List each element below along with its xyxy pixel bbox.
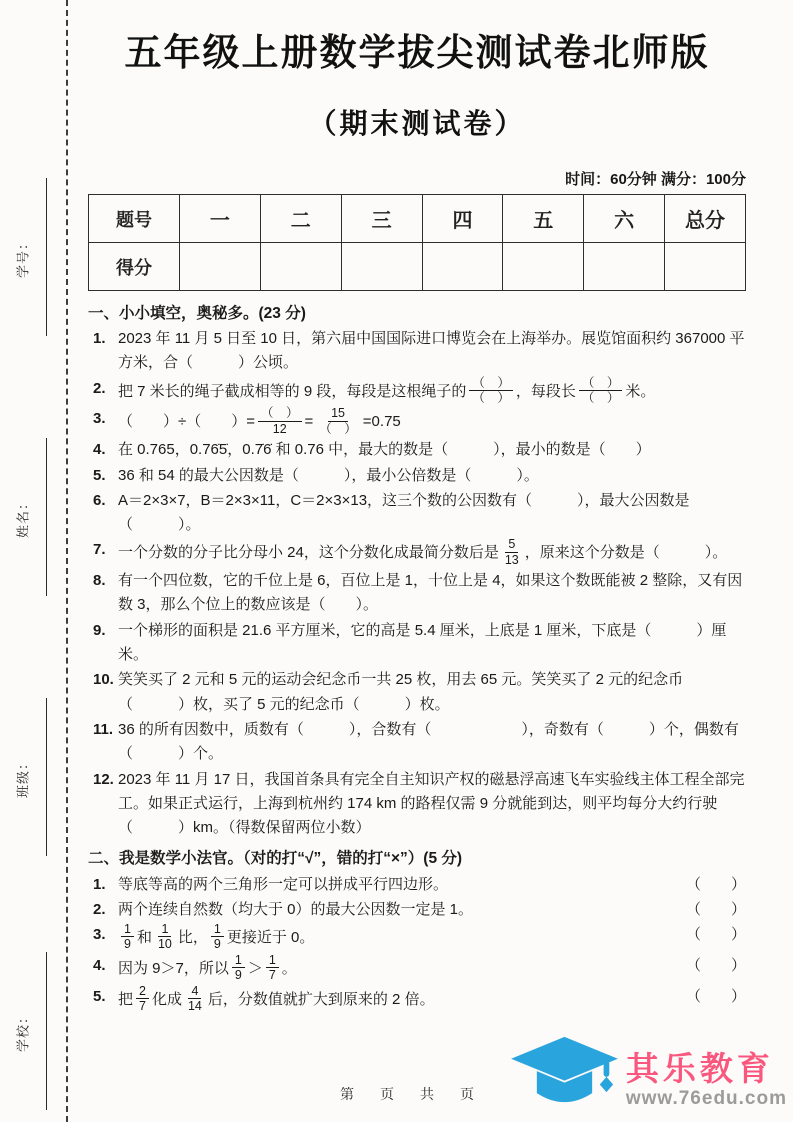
score-header-cell: 总分 [665,195,746,243]
question-text: 有一个四位数，它的千位上是 6，百位上是 1，十位上是 4，如果这个数既能被 2 整除，又有因数 3，那么个位上的数应该是（ ）。 [118,572,743,614]
question-sections [88,301,746,1014]
question-number: 11. [93,720,114,738]
question-number: 12. [93,770,114,788]
publisher-logo [507,1033,787,1120]
question-number: 4. [93,956,106,974]
question-text: $\frac{1}{9}$ 和 $\frac{1}{10}$ 比， $\frac{1}{9}$ 更接近于 0。 [118,923,678,953]
question-item [88,768,746,841]
student-name-field [15,438,47,596]
question-item [88,464,746,488]
score-blank-cell [422,243,503,291]
score-header-cell: 一 [180,195,261,243]
question-text: 一个分数的分子比分母小 24，这个分数化成最简分数后是 $\frac{5}{13}$ ，原来这个分数是（ ）。 [118,537,728,567]
question-number: 6. [93,491,106,509]
score-blank-cell [180,243,261,291]
question-text: 等底等高的两个三角形一定可以拼成平行四边形。 [118,875,449,893]
question-item [88,898,746,922]
question-item [88,327,746,376]
question-item [88,718,746,767]
question-item [88,377,746,407]
score-table-body [89,195,746,291]
fraction: $\frac{5}{13}$ [504,537,519,567]
fraction: $\frac{( )}{( )}$ [469,376,513,406]
question-item [88,619,746,668]
question-text: 两个连续自然数（均大于 0）的最大公因数一定是 1。 [118,900,474,918]
question-number: 1. [93,330,106,348]
question-text: 笑笑买了 2 元和 5 元的运动会纪念币一共 25 枚，用去 65 元。笑笑买了 2 元的纪念币（ ）枚，买了 5 元的纪念币（ ）枚。 [118,671,684,713]
page-subtitle: （期末测试卷） [308,108,526,139]
question-text: 因为 9＞7，所以 $\frac{1}{9}$ ＞ $\frac{1}{7}$ 。 [118,952,297,983]
question-item [88,923,746,953]
fraction: $\frac{1}{10}$ [157,922,172,952]
class-label: 班级： [15,755,31,799]
fraction: $\frac{( )}{12}$ [258,406,302,436]
score-header-cell: 四 [422,195,503,243]
page-number-footer: 第 页 共 页 [340,1086,480,1102]
score-blank-cell [260,243,341,291]
question-text: （ ）÷（ ）= $\frac{( )}{12}$ = $\frac{15}{( )}$ =0.75 [118,406,401,436]
question-text: 2023 年 11 月 5 日至 10 日，第六届中国国际进口博览会在上海举办。展览馆面积约 367000 平方米，合（ ）公顷。 [118,330,745,372]
exam-meta: 时间：60分钟 满分：100分 [565,171,746,188]
question-item [88,407,746,437]
question-text: A＝2×3×7，B＝2×3×11，C＝2×3×13，这三个数的公因数有（ ），最大公因数是（ ）。 [118,491,690,534]
page-title: 五年级上册数学拔尖测试卷北师版 [124,32,710,73]
question-number: 2. [93,900,106,918]
student-number-field [15,178,47,336]
score-table [88,194,746,291]
score-header-cell: 三 [341,195,422,243]
section1-heading: 一、小小填空，奥秘多。(23 分) [88,305,306,322]
true-false-answer-blank: （ ） [685,987,746,1005]
logo-brand-name: 其乐教育 [625,1050,774,1087]
binding-dashed-line [66,0,68,1122]
student-name-label: 姓名： [15,495,31,539]
question-text: 把 7 米长的绳子截成相等的 9 段，每段是这根绳子的 $\frac{( )}{( )}$ ，每段长 $\frac{( )}{( )}$ 米。 [118,375,656,406]
question-number: 3. [93,410,106,428]
true-false-answer-blank: （ ） [685,926,746,944]
fraction: $\frac{1}{9}$ [232,953,245,983]
section2-questions [88,873,746,1015]
class-field [15,698,47,856]
section2-heading: 二、我是数学小法官。（对的打“√”，错的打“×”）(5 分) [88,850,463,868]
score-row-label: 得分 [89,243,180,291]
question-number: 8. [93,572,106,590]
question-text: 36 和 54 的最大公因数是（ ），最小公倍数是（ ）。 [118,466,539,484]
score-table-header-label: 题号 [89,195,180,243]
score-blank-cell [584,243,665,291]
score-header-cell: 二 [260,195,341,243]
score-header-cell: 六 [584,195,665,243]
question-number: 5. [93,466,106,484]
fraction: $\frac{1}{7}$ [266,953,279,983]
question-item [88,489,746,538]
question-text: 在 0.765，0.76̇5̇，0.7̇6̇ 和 0.76 中，最大的数是（ ），最小的数是（ ） [118,441,651,459]
school-field [15,952,47,1110]
fraction: $\frac{15}{( )}$ [319,406,357,436]
question-number: 1. [93,875,106,893]
score-blank-cell [665,243,746,291]
logo-text-block [626,1043,787,1110]
question-item [88,538,746,568]
score-header-cell: 五 [503,195,584,243]
score-blank-cell [503,243,584,291]
fraction: $\frac{4}{14}$ [187,983,202,1013]
school-label: 学校： [15,1009,31,1053]
question-text: 一个梯形的面积是 21.6 平方厘米，它的高是 5.4 厘米，上底是 1 厘米，下底是（ ）厘米。 [118,621,727,664]
question-item [88,668,746,717]
true-false-answer-blank: （ ） [685,900,746,918]
question-number: 5. [93,987,106,1005]
true-false-answer-blank: （ ） [685,956,746,974]
question-number: 4. [93,441,106,459]
graduation-cap-icon [507,1033,622,1120]
fraction: $\frac{1}{9}$ [211,922,224,952]
question-item [88,438,746,462]
question-text: 36 的所有因数中，质数有（ ），合数有（ ），奇数有（ ）个，偶数有（ ）个。 [118,720,739,763]
fraction: $\frac{( )}{( )}$ [579,376,623,406]
logo-website-url: www.76edu.com [625,1088,787,1109]
question-number: 9. [93,621,106,639]
question-item [88,954,746,984]
question-item [88,985,746,1015]
question-number: 2. [93,379,106,397]
question-item [88,569,746,618]
section1-questions [88,327,746,840]
score-blank-cell [341,243,422,291]
question-item [88,873,746,897]
question-number: 10. [93,671,114,689]
question-number: 3. [93,926,106,944]
fraction: $\frac{2}{7}$ [136,984,149,1014]
paper-content [88,22,746,1014]
question-text: 2023 年 11 月 17 日，我国首条具有完全自主知识产权的磁悬浮高速飞车实验线主体工程全部完工。如果正式运行，上海到杭州约 174 km 的路程仅需 9 分就能到达，则平均每分大约行驶（ ）km。（得数保留两位小数） [118,770,745,837]
question-text: 把 $\frac{2}{7}$ 化成 $\frac{4}{14}$ 后，分数值就扩大到原来的 2 倍。 [118,983,435,1013]
question-number: 7. [93,541,106,559]
student-number-label: 学号： [15,235,31,279]
true-false-answer-blank: （ ） [685,875,746,893]
fraction: $\frac{1}{9}$ [121,922,134,952]
